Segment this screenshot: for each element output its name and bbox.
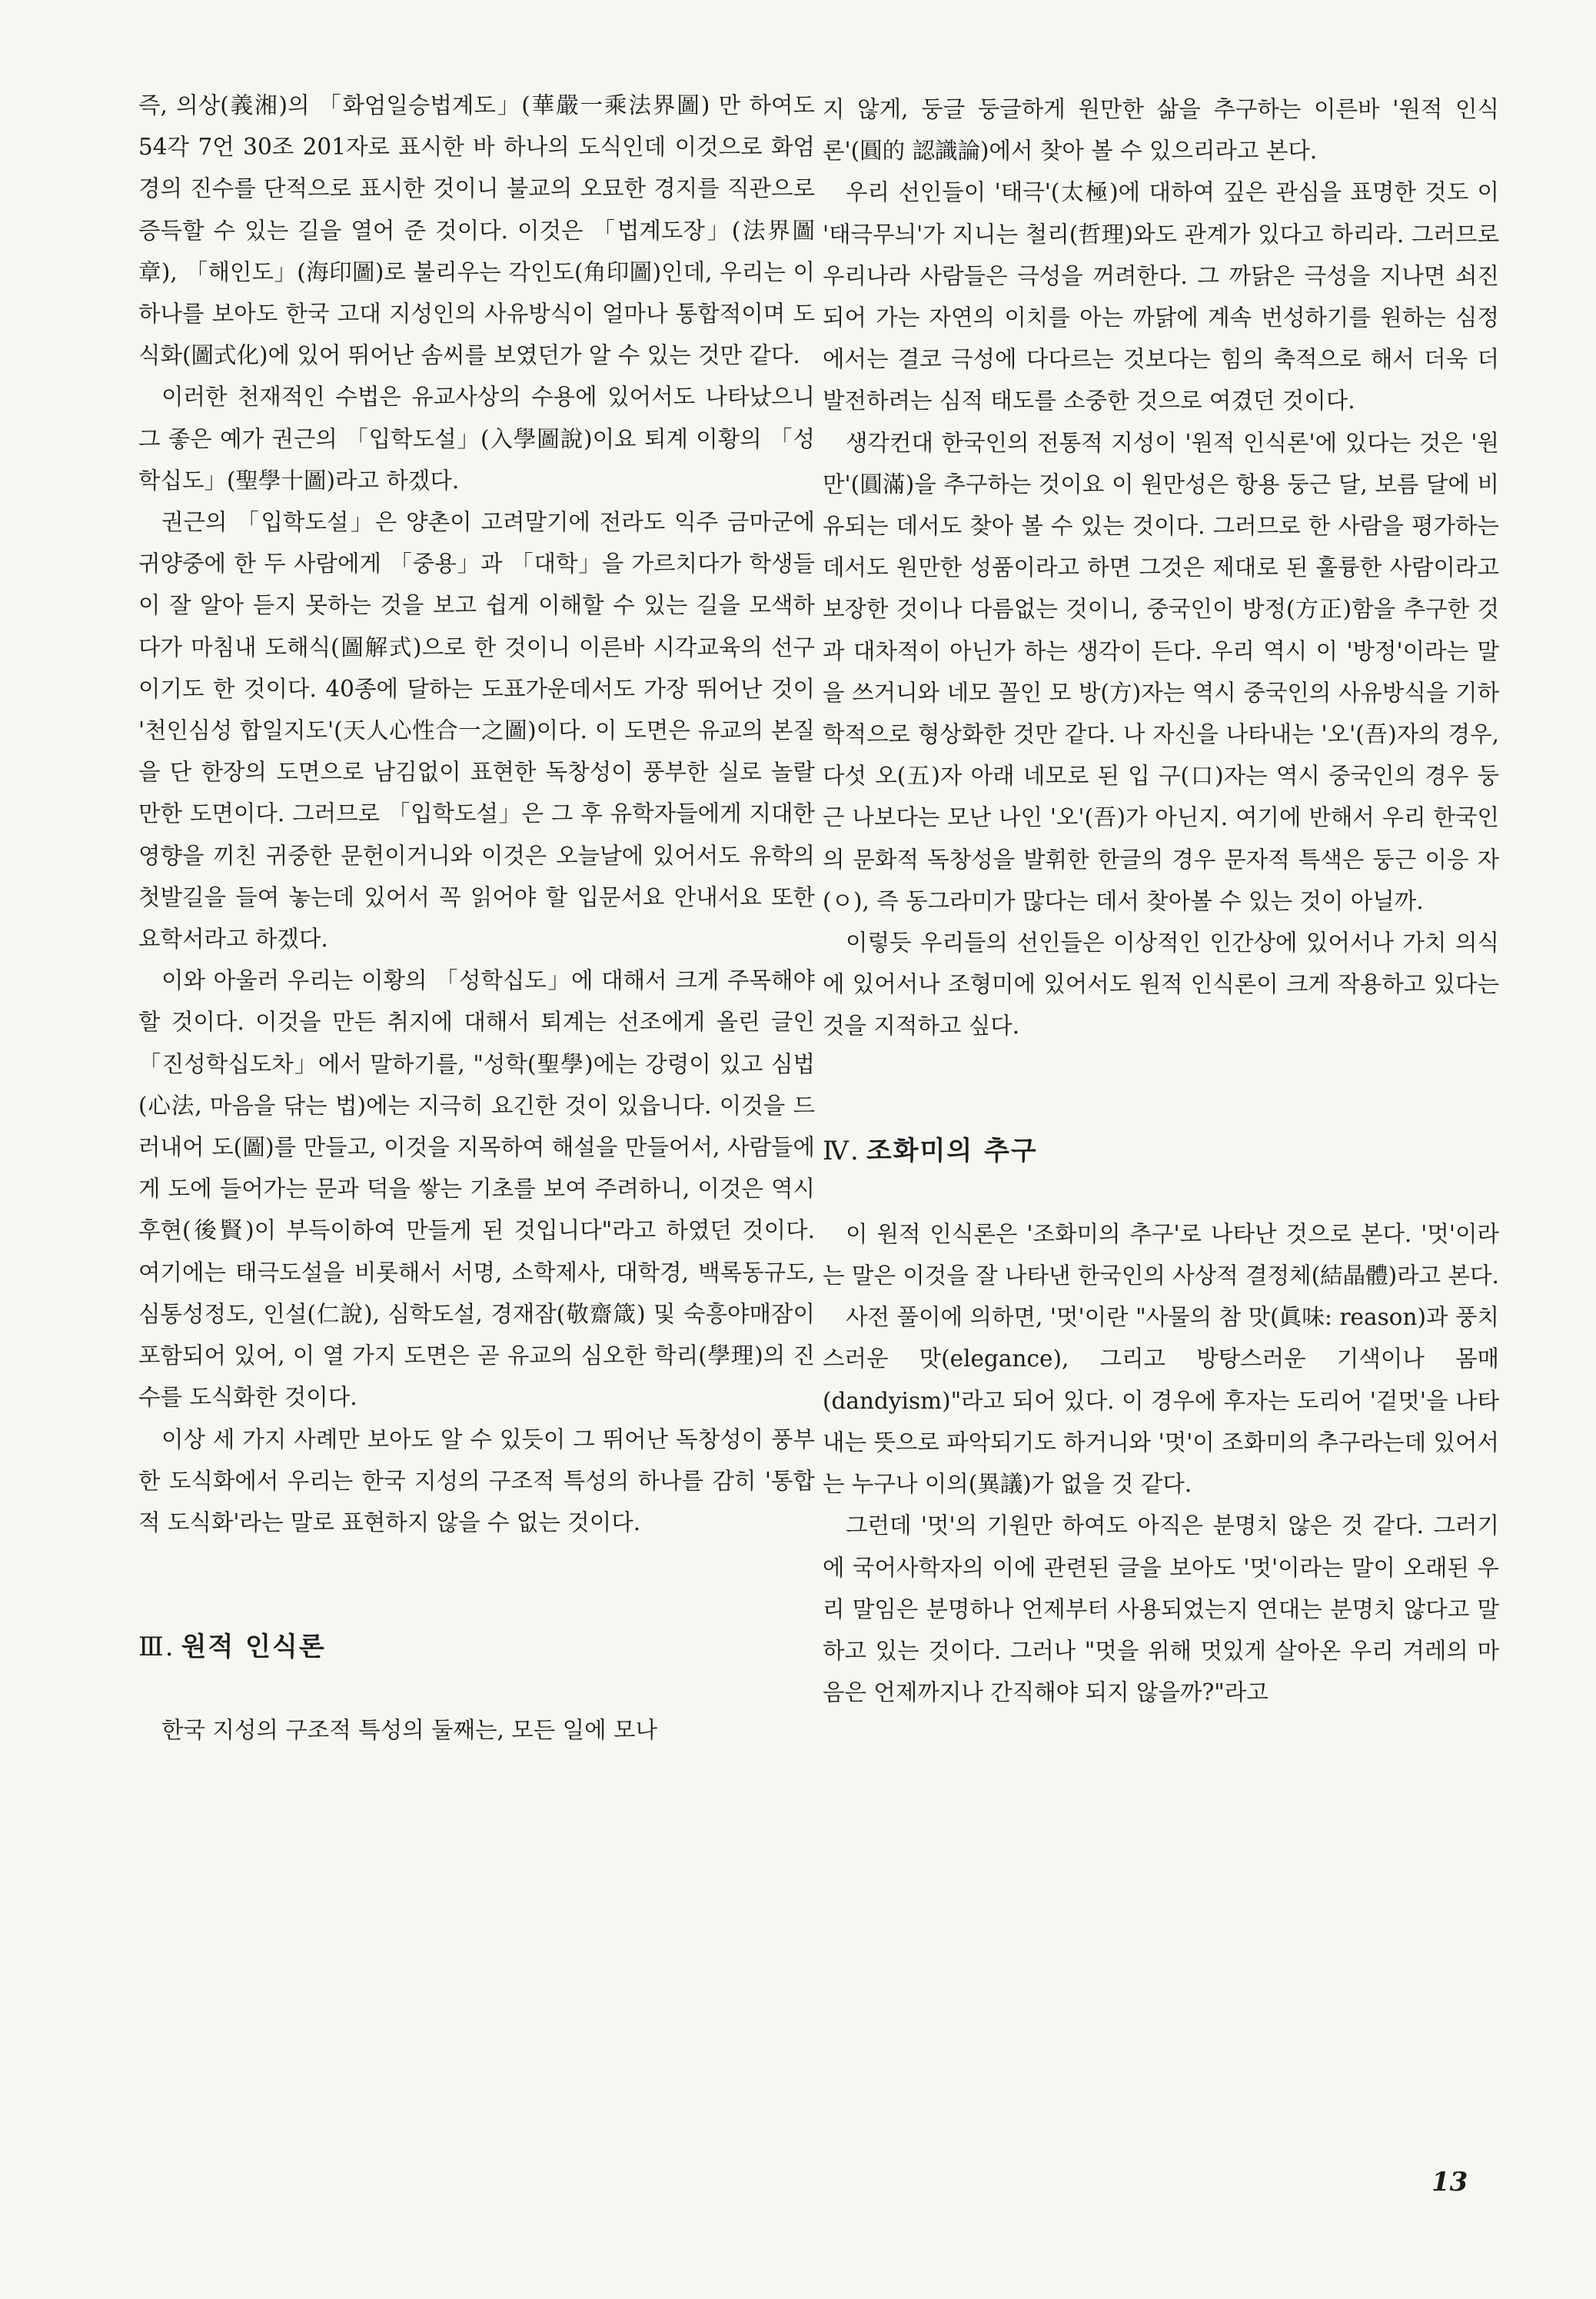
paragraph: 즉, 의상(義湘)의 「화엄일승법계도」(華嚴一乘法界圖) 만 하여도 54각 7언 30조 201자로 표시한 바 하나의 도식인데 이것으로 화엄경의 진수를 단적으로 표시한 것이니 불교의 오묘한 경지를 직관으로 증득할 수 있는 길을 열어 준 것이다. 이것은 「법계도장」(法界圖章), 「해인도」(海印圖)로 불리우는 각인도(角印圖)인데, 우리는 이 하나를 보아도 한국 고대 지성인의 사유방식이 얼마나 통합적이며 도식화(圖式化)에 있어 뛰어난 솜씨를 보였던가 알 수 있는 것만 같다. [138,92,815,369]
paragraph: 생각컨대 한국인의 전통적 지성이 '원적 인식론'에 있다는 것은 '원만'(圓滿)을 추구하는 것이요 이 원만성은 항용 둥근 달, 보름 달에 비유되는 데서도 찾아 볼 수 있는 것이다. 그러므로 한 사람을 평가하는 데서도 원만한 성품이라고 하면 그것은 제대로 된 훌륭한 사람이라고 보장한 것이나 다름없는 것이니, 중국인이 방정(方正)함을 추구한 것과 대차적이 아닌가 하는 생각이 든다. 우리 역시 이 '방정'이라는 말을 쓰거니와 네모 꼴인 모 방(方)자는 역시 중국인의 사유방식을 기하학적으로 형상화한 것만 같다. 나 자신을 나타내는 '오'(吾)자의 경우, 다섯 오(五)자 아래 네모로 된 입 구(口)자는 역시 중국인의 경우 둥근 나보다는 모난 나인 '오'(吾)가 아닌지. 여기에 반해서 우리 한국인의 문화적 독창성을 발휘한 한글의 경우 문자적 특색은 둥근 이응 자(ㅇ), 즉 동그라미가 많다는 데서 찾아볼 수 있는 것이 아닐까. [823,429,1499,914]
paragraph: 권근의 「입학도설」은 양촌이 고려말기에 전라도 익주 금마군에 귀양중에 한 두 사람에게 「중용」과 「대학」을 가르치다가 학생들이 잘 알아 듣지 못하는 것을 보고 쉽게 이해할 수 있는 길을 모색하다가 마침내 도해식(圖解式)으로 한 것이니 이른바 시각교육의 선구이기도 한 것이다. 40종에 달하는 도표가운데서도 가장 뛰어난 것이 '천인심성 합일지도'(天人心性合一之圖)이다. 이 도면은 유교의 본질을 단 한장의 도면으로 남김없이 표현한 독창성이 풍부한 실로 놀랄만한 도면이다. 그러므로 「입학도설」은 그 후 유학자들에게 지대한 영향을 끼친 귀중한 문헌이거니와 이것은 오늘날에 있어서도 유학의 첫발길을 들여 놓는데 있어서 꼭 읽어야 할 입문서요 안내서요 또한 요학서라고 하겠다. [138,509,815,953]
paragraph: 지 않게, 둥글 둥글하게 원만한 삶을 추구하는 이른바 '원적 인식론'(圓的 認識論)에서 찾아 볼 수 있으리라고 본다. [823,96,1499,165]
right-column [823,88,1499,1713]
paragraph: 우리 선인들이 '태극'(太極)에 대하여 깊은 관심을 표명한 것도 이 '태극무늬'가 지니는 철리(哲理)와도 관계가 있다고 하리라. 그러므로 우리나라 사람들은 극성을 꺼려한다. 그 까닭은 극성을 지나면 쇠진되어 가는 자연의 이치를 아는 까닭에 계속 번성하기를 원하는 심정에서는 결코 극성에 다다르는 것보다는 힘의 축적으로 해서 더욱 더 발전하려는 심적 태도를 소중한 것으로 여겼던 것이다. [823,179,1499,414]
paragraph: 이 원적 인식론은 '조화미의 추구'로 나타난 것으로 본다. '멋'이라는 말은 이것을 잘 나타낸 한국인의 사상적 결정체(結晶體)라고 본다. [823,1220,1499,1289]
paragraph: 그런데 '멋'의 기원만 하여도 아직은 분명치 않은 것 같다. 그러기에 국어사학자의 이에 관련된 글을 보아도 '멋'이라는 말이 오래된 우리 말임은 분명하나 언제부터 사용되었는지 연대는 분명치 않다고 말하고 있는 것이다. 그러나 "멋을 위해 멋있게 살아온 우리 겨레의 마음은 언제까지나 간직해야 되지 않을까?"라고 [823,1512,1499,1706]
section-number: Ⅳ. [823,1135,860,1166]
paragraph: 이렇듯 우리들의 선인들은 이상적인 인간상에 있어서나 가치 의식에 있어서나 조형미에 있어서도 원적 인식론이 크게 작용하고 있다는 것을 지적하고 싶다. [823,930,1499,1040]
paragraph: 이상 세 가지 사례만 보아도 알 수 있듯이 그 뛰어난 독창성이 풍부한 도식화에서 우리는 한국 지성의 구조적 특성의 하나를 감히 '통합적 도식화'라는 말로 표현하지 않을 수 없는 것이다. [138,1426,815,1535]
paragraph: 사전 풀이에 의하면, '멋'이란 "사물의 참 맛(眞味: reason)과 풍치스러운 맛(elegance), 그리고 방탕스러운 기색이나 몸매(dandyism)"라고 되어 있다. 이 경우에 후자는 도리어 '겉멋'을 나타내는 뜻으로 파악되기도 하거니와 '멋'이 조화미의 추구라는데 있어서는 누구나 이의(異議)가 없을 것 같다. [823,1304,1499,1498]
section-heading-3 [138,1626,815,1668]
paragraph: 이러한 천재적인 수법은 유교사상의 수용에 있어서도 나타났으니 그 좋은 예가 권근의 「입학도설」(入學圖說)이요 퇴계 이황의 「성학십도」(聖學十圖)라고 하겠다. [138,384,815,494]
paragraph: 한국 지성의 구조적 특성의 둘째는, 모든 일에 모나 [161,1717,657,1744]
section-heading-4 [823,1130,1499,1172]
left-column [138,85,815,1752]
section-number: Ⅲ. [138,1632,175,1663]
section-title: 원적 인식론 [181,1632,326,1663]
section-title: 조화미의 추구 [866,1135,1038,1166]
page-number: 13 [1431,2167,1468,2198]
paragraph: 이와 아울러 우리는 이황의 「성학십도」에 대해서 크게 주목해야 할 것이다. 이것을 만든 취지에 대해서 퇴계는 선조에게 올린 글인 「진성학십도차」에서 말하기를, "성학(聖學)에는 강령이 있고 심법(心法, 마음을 닦는 법)에는 지극히 요긴한 것이 있읍니다. 이것을 드러내어 도(圖)를 만들고, 이것을 지목하여 해설을 만들어서, 사람들에게 도에 들어가는 문과 덕을 쌓는 기초를 보여 주려하니, 이것은 역시 후현(後賢)이 부득이하여 만들게 된 것입니다"라고 하였던 것이다. 여기에는 태극도설을 비롯해서 서명, 소학제사, 대학경, 백록동규도, 심통성정도, 인설(仁說), 심학도설, 경재잠(敬齋箴) 및 숙흥야매잠이 포함되어 있어, 이 열 가지 도면은 곧 유교의 심오한 학리(學理)의 진수를 도식화한 것이다. [138,967,815,1411]
